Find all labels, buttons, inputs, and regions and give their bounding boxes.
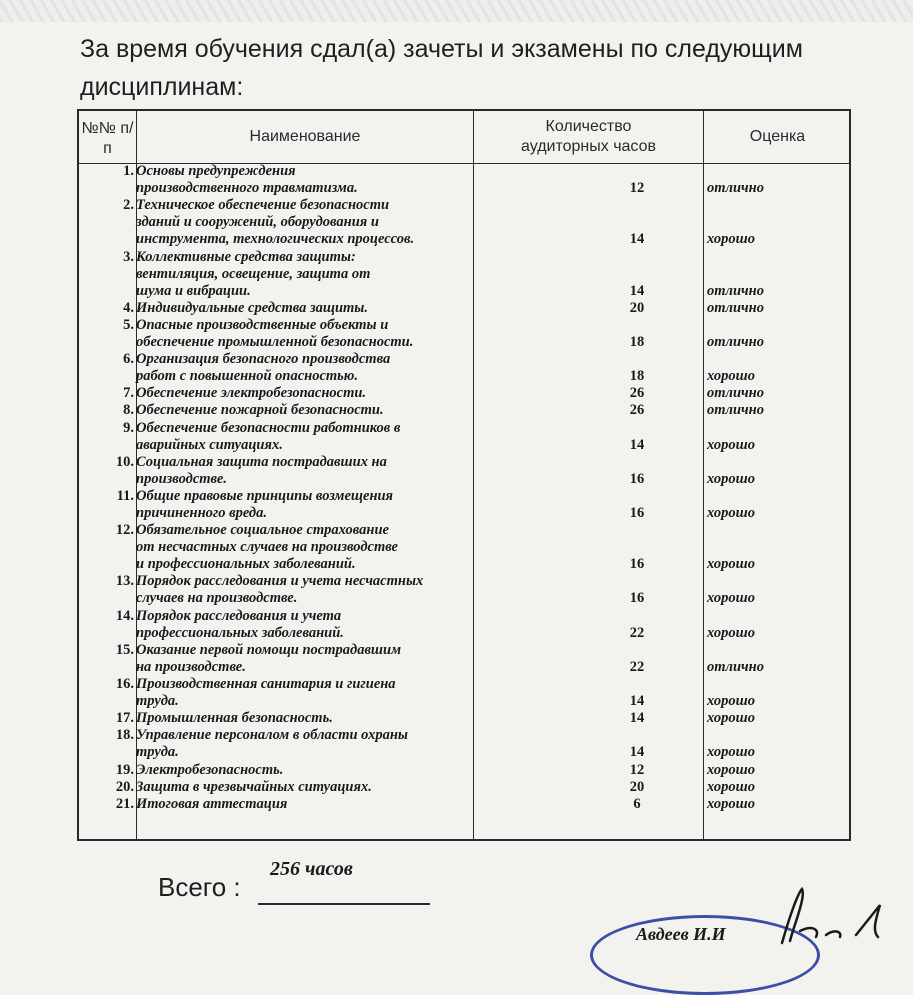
grade-value: хорошо: [707, 368, 755, 385]
discipline-name-line: Техническое обеспечение безопасности: [136, 197, 390, 214]
discipline-name-line: Социальная защита пострадавших на: [136, 453, 387, 470]
discipline-name-line: работ с повышенной опасностью.: [136, 368, 359, 385]
discipline-name-line: Промышленная безопасность.: [136, 710, 333, 727]
hours-value: 20: [629, 299, 645, 316]
row-number: 7.: [123, 385, 134, 402]
grade-value: отлично: [707, 299, 764, 316]
table-row: [77, 779, 851, 796]
row-number: 11.: [116, 487, 134, 504]
hours-value: 16: [629, 504, 645, 521]
table-row: [77, 676, 851, 710]
hours-value: 26: [629, 402, 645, 419]
table-row: [77, 573, 851, 607]
discipline-name-line: Общие правовые принципы возмещения: [136, 487, 394, 504]
discipline-name-line: Коллективные средства защиты:: [136, 248, 356, 265]
security-pattern-band: [0, 0, 913, 22]
discipline-name-line: Электробезопасность.: [136, 761, 284, 778]
discipline-name-line: шума и вибрации.: [136, 282, 251, 299]
row-number: 8.: [123, 402, 134, 419]
hours-value: 14: [629, 282, 645, 299]
table-row: [77, 317, 851, 351]
grade-value: отлично: [707, 333, 764, 350]
hours-value: 14: [629, 693, 645, 710]
page-heading: За время обучения сдал(а) зачеты и экзамены по следующим дисциплинам:: [80, 35, 803, 101]
discipline-name-line: Индивидуальные средства защиты.: [136, 299, 368, 316]
row-number: 4.: [123, 299, 134, 316]
hours-value: 14: [629, 231, 645, 248]
grade-value: хорошо: [707, 436, 755, 453]
row-number: 12.: [115, 522, 134, 539]
grade-value: отлично: [707, 385, 764, 402]
table-row: [77, 163, 851, 197]
discipline-name-line: Обеспечение пожарной безопасности.: [136, 402, 384, 419]
discipline-name-line: вентиляция, освещение, защита от: [136, 265, 371, 282]
grade-value: хорошо: [707, 624, 755, 641]
hours-value: 12: [629, 761, 645, 778]
header-num: №№ п/п: [81, 120, 134, 157]
row-number: 17.: [115, 710, 134, 727]
table-row: [77, 522, 851, 573]
discipline-name-line: Итоговая аттестация: [136, 795, 288, 812]
row-number: 21.: [115, 795, 134, 812]
hours-value: 22: [629, 624, 645, 641]
table-row: [77, 727, 851, 761]
discipline-name-line: Оказание первой помощи пострадавшим: [136, 641, 402, 658]
row-number: 15.: [115, 641, 134, 658]
hours-value: 16: [629, 470, 645, 487]
hours-value: 6: [633, 795, 641, 812]
table-row: [77, 762, 851, 779]
hours-value: 12: [629, 180, 645, 197]
signer-name: Авдеев И.И: [636, 924, 726, 944]
discipline-name-line: труда.: [136, 744, 179, 761]
grade-value: хорошо: [707, 231, 755, 248]
grade-value: хорошо: [707, 470, 755, 487]
grade-value: отлично: [707, 180, 764, 197]
row-number: 13.: [115, 573, 134, 590]
discipline-name-line: зданий и сооружений, оборудования и: [136, 214, 379, 231]
discipline-name-line: от несчастных случаев на производстве: [136, 539, 398, 556]
discipline-name-line: Организация безопасного производства: [136, 351, 391, 368]
discipline-name-line: Порядок расследования и учета: [136, 607, 342, 624]
table-row: [77, 420, 851, 454]
hours-value: 18: [629, 368, 645, 385]
grade-value: отлично: [707, 282, 764, 299]
grade-value: хорошо: [707, 556, 755, 573]
row-number: 18.: [115, 727, 134, 744]
discipline-name-line: труда.: [136, 693, 179, 710]
discipline-name-line: производстве.: [136, 470, 227, 487]
discipline-name-line: Порядок расследования и учета несчастных: [136, 573, 424, 590]
grade-value: хорошо: [707, 744, 755, 761]
grade-value: хорошо: [707, 710, 755, 727]
discipline-name-line: случаев на производстве.: [136, 590, 298, 607]
discipline-name-line: аварийных ситуациях.: [136, 436, 283, 453]
discipline-name-line: обеспечение промышленной безопасности.: [136, 333, 414, 350]
row-number: 2.: [123, 197, 134, 214]
grade-value: хорошо: [707, 693, 755, 710]
discipline-name-line: Управление персоналом в области охраны: [136, 727, 408, 744]
discipline-name-line: Производственная санитария и гигиена: [136, 676, 396, 692]
row-number: 20.: [115, 778, 134, 795]
row-number: 14.: [115, 607, 134, 624]
row-number: 6.: [123, 351, 134, 368]
table-row: [77, 710, 851, 727]
grade-value: хорошо: [707, 795, 755, 812]
grade-value: хорошо: [707, 778, 755, 795]
header-name: Наименование: [249, 128, 361, 145]
row-number: 9.: [123, 419, 134, 436]
table-row: [77, 249, 851, 300]
total-underline: [258, 903, 430, 905]
grade-value: хорошо: [707, 761, 755, 778]
table-row: [77, 454, 851, 488]
grade-value: отлично: [707, 658, 764, 675]
discipline-name-line: Обеспечение безопасности работников в: [136, 419, 401, 436]
table-row: [77, 385, 851, 402]
handwritten-signature: [760, 885, 900, 945]
row-number: 10.: [115, 453, 134, 470]
grade-value: отлично: [707, 402, 764, 419]
discipline-name-line: и профессиональных заболеваний.: [136, 556, 356, 573]
table-row: [77, 351, 851, 385]
grade-value: хорошо: [707, 590, 755, 607]
hours-value: 16: [629, 556, 645, 573]
table-row: [77, 796, 851, 813]
discipline-name-line: профессиональных заболеваний.: [136, 624, 344, 641]
discipline-name-line: Опасные производственные объекты и: [136, 316, 389, 333]
discipline-name-line: производственного травматизма.: [136, 180, 358, 197]
table-row: [77, 402, 851, 419]
row-number: 3.: [123, 248, 134, 265]
row-number: 19.: [115, 761, 134, 778]
grade-value: хорошо: [707, 504, 755, 521]
discipline-name-line: Защита в чрезвычайных ситуациях.: [136, 778, 372, 795]
hours-value: 22: [629, 658, 645, 675]
discipline-name-line: Обязательное социальное страхование: [136, 522, 389, 539]
discipline-name-line: на производстве.: [136, 658, 246, 675]
table-row: [77, 197, 851, 248]
total-hours-value: 256 часов: [270, 858, 353, 880]
table-row: [77, 608, 851, 642]
hours-value: 20: [629, 778, 645, 795]
row-number: 5.: [123, 316, 134, 333]
hours-value: 14: [629, 436, 645, 453]
discipline-name-line: Основы предупреждения: [136, 163, 296, 179]
table-row: [77, 300, 851, 317]
header-grade: Оценка: [749, 128, 806, 145]
hours-value: 14: [629, 744, 645, 761]
hours-value: 14: [629, 710, 645, 727]
discipline-name-line: Обеспечение электробезопасности.: [136, 385, 367, 402]
hours-value: 18: [629, 333, 645, 350]
header-hours: Количество аудиторных часов: [521, 118, 656, 155]
hours-value: 26: [629, 385, 645, 402]
table-row: [77, 642, 851, 676]
row-number: 1.: [123, 163, 134, 179]
discipline-name-line: инструмента, технологических процессов.: [136, 231, 415, 248]
table-row: [77, 488, 851, 522]
row-number: 16.: [115, 676, 134, 692]
total-label: Всего :: [158, 872, 241, 902]
discipline-name-line: причиненного вреда.: [136, 504, 267, 521]
hours-value: 16: [629, 590, 645, 607]
